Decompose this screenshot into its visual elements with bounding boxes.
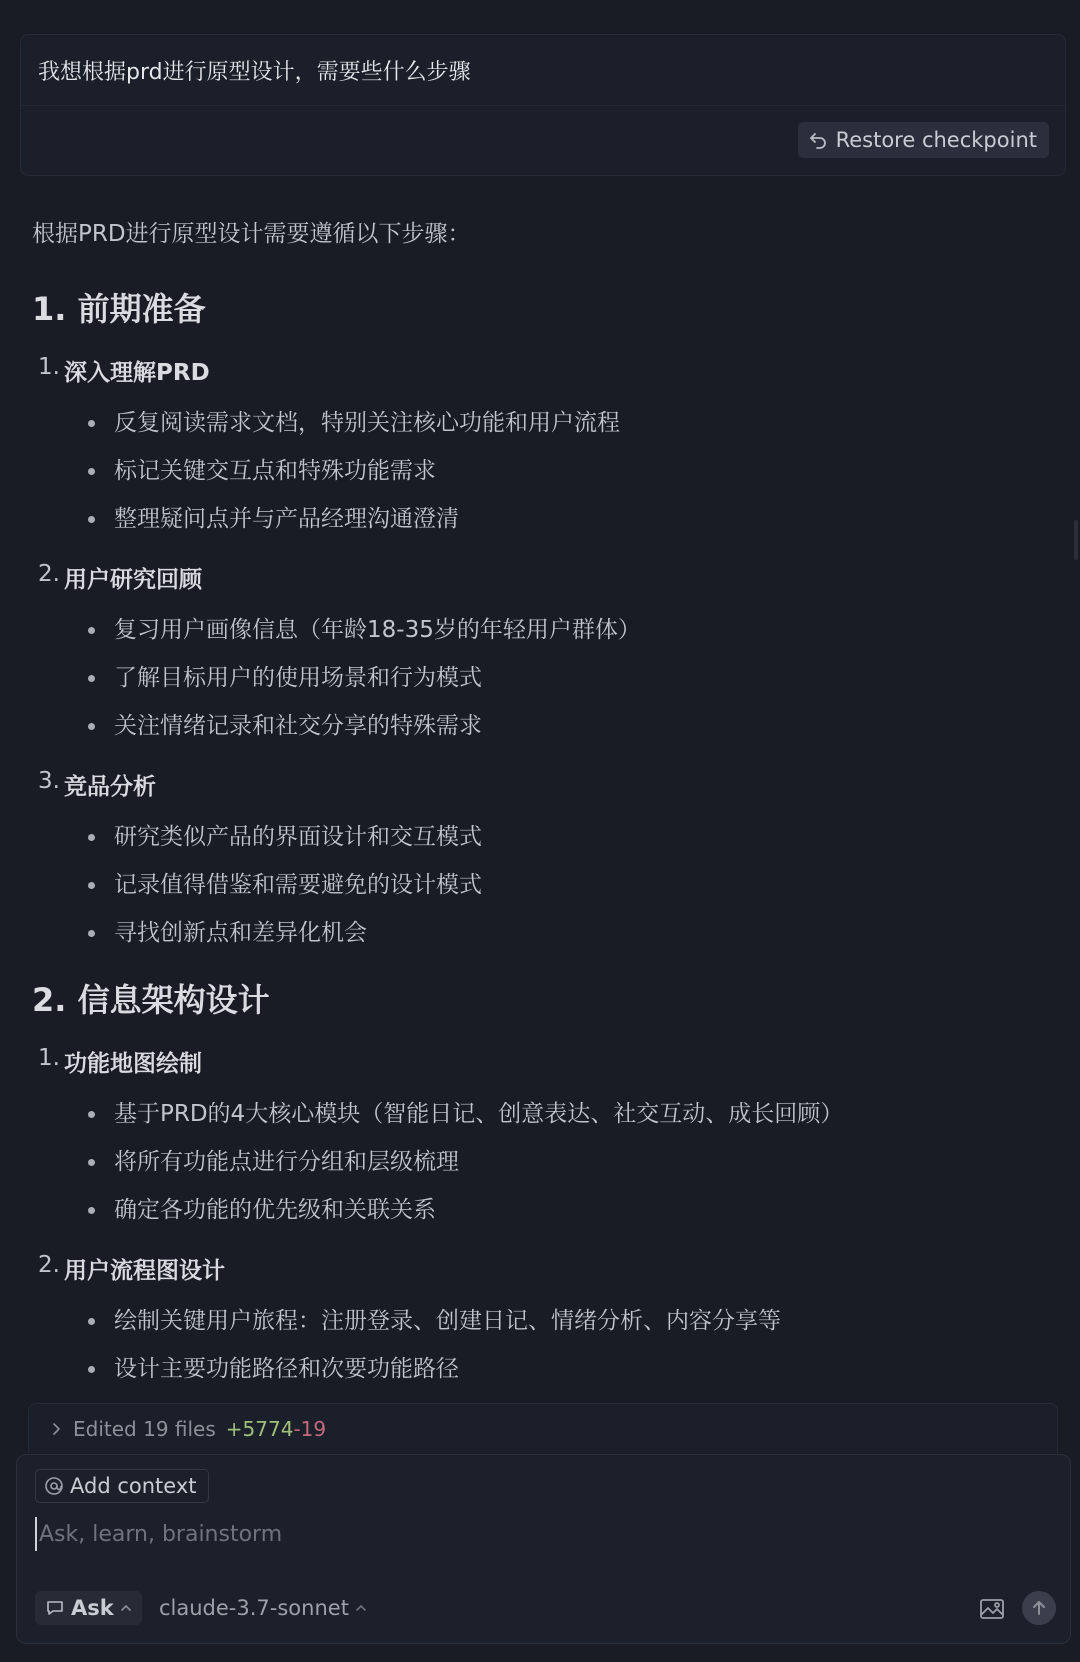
restore-checkpoint-button[interactable] <box>798 122 1049 158</box>
divider <box>21 105 1065 106</box>
step-number: 2. <box>38 561 60 587</box>
step-heading <box>38 768 1040 801</box>
model-label: claude-3.7-sonnet <box>159 1596 349 1620</box>
step-number: 1. <box>38 1045 60 1071</box>
bullet-item: 反复阅读需求文档，特别关注核心功能和用户流程 <box>88 399 1040 447</box>
step-list <box>32 1045 1040 1393</box>
chat-input[interactable] <box>35 1517 939 1551</box>
chevron-up-icon <box>355 1602 367 1614</box>
additions-count: +5774 <box>225 1416 294 1441</box>
mode-label: Ask <box>71 1596 114 1620</box>
step-item <box>38 561 1040 750</box>
step-title: 用户流程图设计 <box>64 1258 225 1284</box>
step-number: 2. <box>38 1252 60 1278</box>
step-item <box>38 1252 1040 1393</box>
mode-selector[interactable] <box>35 1591 142 1625</box>
step-item <box>38 768 1040 957</box>
bullet-item: 记录值得借鉴和需要避免的设计模式 <box>88 861 1040 909</box>
step-number: 3. <box>38 768 60 794</box>
chevron-right-icon <box>49 1422 63 1436</box>
image-icon[interactable] <box>978 1595 1006 1623</box>
deletions-count: -19 <box>293 1416 327 1441</box>
bullet-item: 关注情绪记录和社交分享的特殊需求 <box>88 702 1040 750</box>
edited-files-label: Edited 19 files <box>73 1416 216 1441</box>
bullet-item: 标记关键交互点和特殊功能需求 <box>88 447 1040 495</box>
section-heading: 2. 信息架构设计 <box>32 981 270 1019</box>
step-heading <box>38 1045 1040 1078</box>
step-list <box>32 354 1040 957</box>
step-title: 竞品分析 <box>64 774 156 800</box>
edited-files-bar[interactable] <box>28 1403 1058 1453</box>
add-context-label: Add context <box>70 1474 197 1498</box>
bullet-item: 将所有功能点进行分组和层级梳理 <box>88 1138 1040 1186</box>
bullet-item: 整理疑问点并与产品经理沟通澄清 <box>88 495 1040 543</box>
model-selector[interactable] <box>159 1591 367 1625</box>
restore-checkpoint-label: Restore checkpoint <box>835 128 1037 152</box>
undo-icon <box>808 130 828 150</box>
section-heading: 1. 前期准备 <box>32 290 206 328</box>
bullet-item: 确定各功能的优先级和关联关系 <box>88 1186 1040 1234</box>
chat-bubble-icon <box>45 1598 65 1618</box>
step-heading <box>38 1252 1040 1285</box>
bullet-list <box>38 399 1040 543</box>
bullet-item: 基于PRD的4大核心模块（智能日记、创意表达、社交互动、成长回顾） <box>88 1090 1040 1138</box>
step-title: 功能地图绘制 <box>64 1051 202 1077</box>
bullet-list <box>38 1297 1040 1393</box>
step-number: 1. <box>38 354 60 380</box>
step-item <box>38 1045 1040 1234</box>
response-sections <box>32 284 1040 1393</box>
bullet-item: 研究类似产品的界面设计和交互模式 <box>88 813 1040 861</box>
step-item <box>38 354 1040 543</box>
step-heading <box>38 561 1040 594</box>
arrow-up-icon <box>1030 1599 1048 1617</box>
scrollbar-thumb[interactable] <box>1074 520 1078 560</box>
response-intro: 根据PRD进行原型设计需要遵循以下步骤： <box>32 221 471 247</box>
bullet-item: 复习用户画像信息（年龄18-35岁的年轻用户群体） <box>88 606 1040 654</box>
bullet-list <box>38 606 1040 750</box>
bullet-list <box>38 813 1040 957</box>
user-message-card <box>20 34 1066 176</box>
step-heading <box>38 354 1040 387</box>
bullet-item: 寻找创新点和差异化机会 <box>88 909 1040 957</box>
at-sign-icon <box>44 1476 64 1496</box>
bullet-item: 绘制关键用户旅程：注册登录、创建日记、情绪分析、内容分享等 <box>88 1297 1040 1345</box>
assistant-response <box>32 215 1040 1411</box>
step-title: 用户研究回顾 <box>64 567 202 593</box>
step-title: 深入理解PRD <box>64 360 210 386</box>
user-message-text: 我想根据prd进行原型设计，需要些什么步骤 <box>38 60 471 85</box>
add-context-button[interactable] <box>35 1469 209 1503</box>
bullet-list <box>38 1090 1040 1234</box>
bullet-item: 了解目标用户的使用场景和行为模式 <box>88 654 1040 702</box>
chat-composer <box>16 1454 1071 1644</box>
bullet-item: 设计主要功能路径和次要功能路径 <box>88 1345 1040 1393</box>
chevron-up-icon <box>120 1602 132 1614</box>
send-button[interactable] <box>1022 1591 1056 1625</box>
